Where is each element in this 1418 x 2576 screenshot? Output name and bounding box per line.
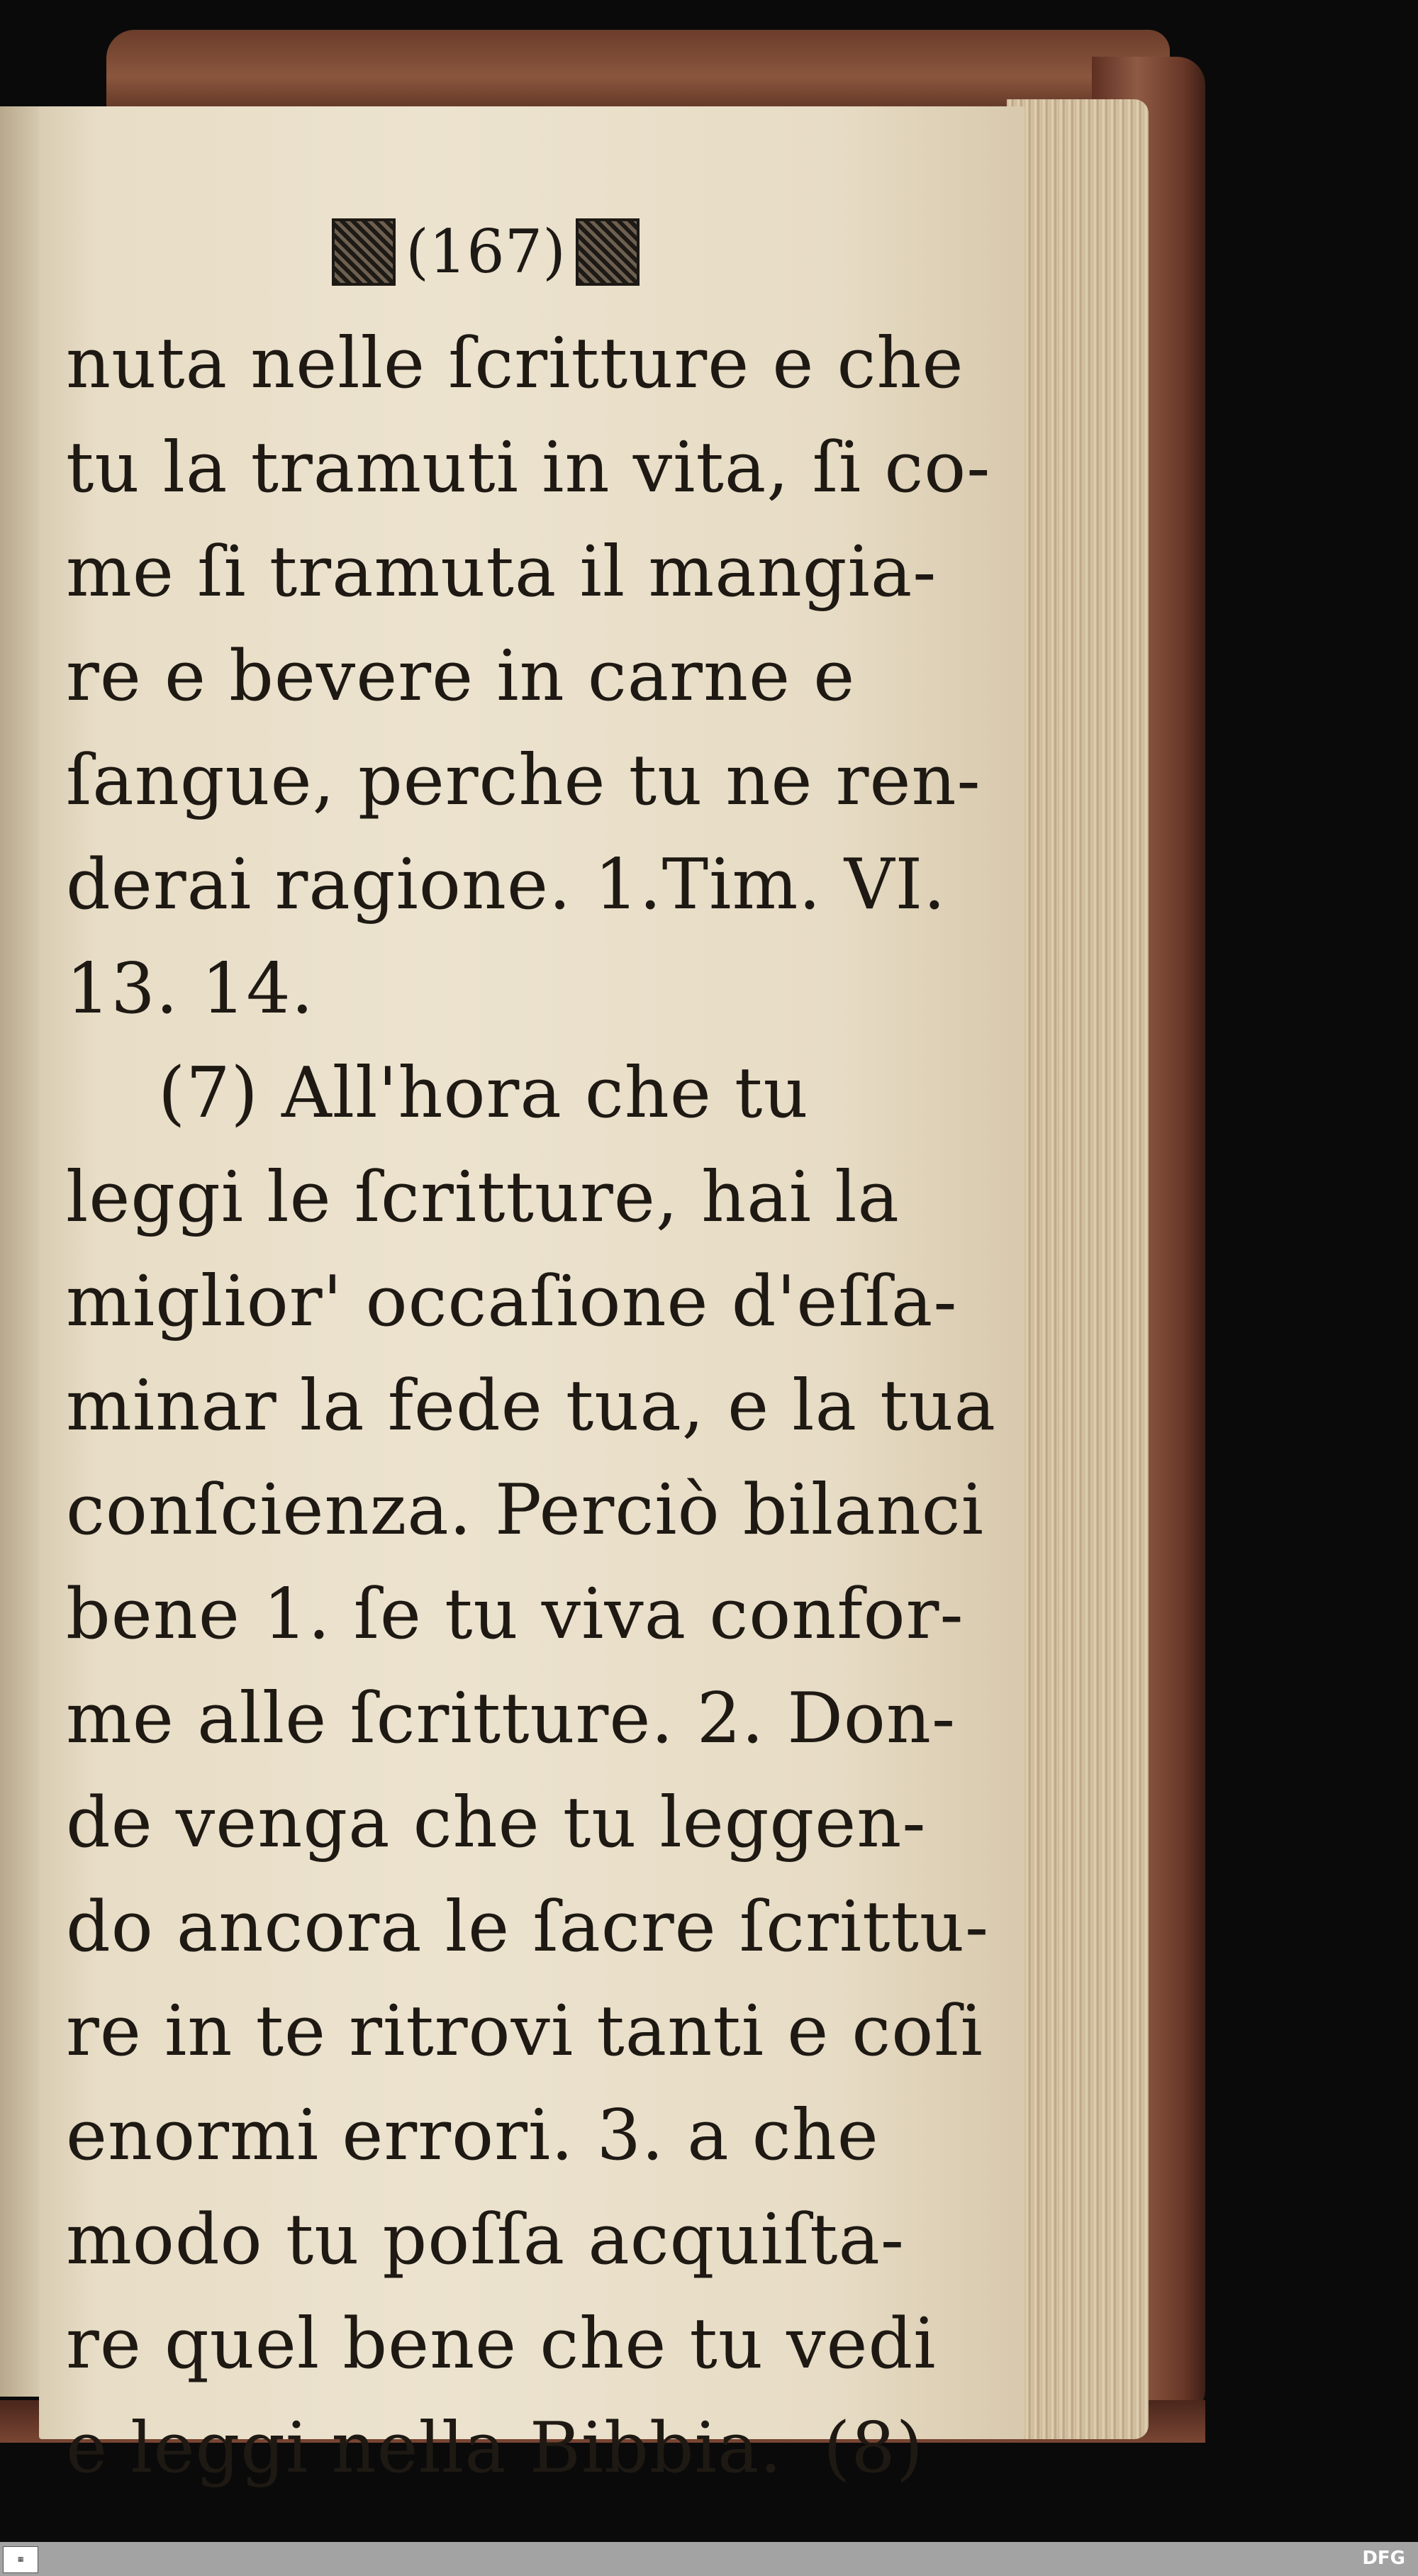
previous-page-edge <box>0 106 43 2397</box>
text-line: ſangue, perche tu ne ren- <box>66 740 981 821</box>
catchword: (8) <box>823 2408 924 2489</box>
viewer-footer <box>0 2542 1418 2576</box>
text-line: re quel bene che tu vedi <box>66 2304 937 2385</box>
book-page <box>39 106 1025 2489</box>
page-body <box>66 312 997 2501</box>
text-line: minar la fede tua, e la tua <box>66 1366 997 1446</box>
text-line: leggi le ſcritture, hai la <box>66 1157 900 1238</box>
text-line: modo tu poſſa acquiſta- <box>66 2199 905 2280</box>
dfg-mark: DFG <box>1362 2548 1405 2569</box>
text-line: re in te ritrovi tanti e coſi <box>66 1991 983 2072</box>
text-line: me ſi tramuta il mangia- <box>66 532 937 613</box>
text-line: derai ragione. 1.Tim. VI. <box>66 844 947 925</box>
text-line: miglior' occaſione d'eſſa- <box>66 1261 958 1342</box>
text-line-last <box>66 2397 924 2501</box>
page-number: (167) <box>406 217 566 286</box>
text-line: bene 1. ſe tu viva confor- <box>66 1574 964 1655</box>
page-edges <box>1007 99 1149 2439</box>
text-line: me alle ſcritture. 2. Don- <box>66 1678 956 1759</box>
text-line-content: e leggi nella Bibbia. <box>66 2408 783 2489</box>
text-line: tu la tramuti in vita, ſi co- <box>66 428 991 508</box>
page-header <box>294 213 677 291</box>
library-logo-icon: ▦ <box>3 2546 38 2573</box>
text-line: 13. 14. <box>66 949 314 1030</box>
text-line: de venga che tu leggen- <box>66 1783 927 1863</box>
text-line: (7) All'hora che tu <box>158 1053 809 1134</box>
text-line: re e bevere in carne e <box>66 636 856 717</box>
ornament-icon <box>576 218 640 286</box>
text-line: nuta nelle ſcritture e che <box>66 323 964 404</box>
text-line: do ancora le ſacre ſcrittu- <box>66 1887 990 1968</box>
text-line: enormi errori. 3. a che <box>66 2095 879 2176</box>
text-line: conſcienza. Perciò bilanci <box>66 1470 984 1551</box>
ornament-icon <box>332 218 396 286</box>
